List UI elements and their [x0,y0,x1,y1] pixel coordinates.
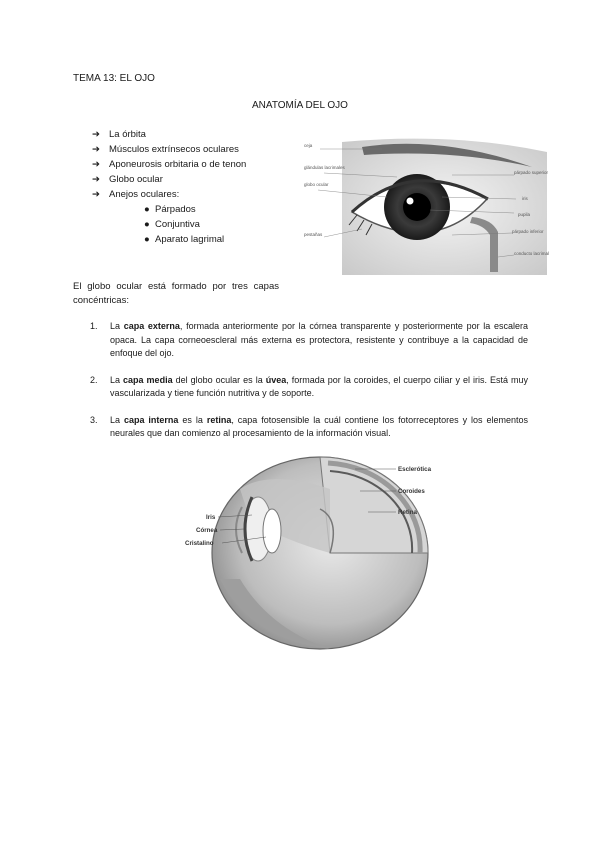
arrow-icon: ➔ [92,189,100,200]
label-parpado-superior: párpado superior [514,170,549,175]
sub-list-item: ● Conjuntiva [144,219,200,230]
label-iris: Iris [206,514,216,521]
label-esclerotica: Esclerótica [398,466,432,473]
topic-heading: TEMA 13: EL OJO [73,73,155,84]
list-item: 1. La capa externa, formada anteriormente por la córnea transparente y posteriormente por la escalera opaca. La capa corneoescleral más externa es protectora, resistente y contribuye a la capacidad de enfoque del ojo. [90,321,528,358]
label-ceja: ceja [304,143,313,148]
intro-paragraph: El globo ocular está formado por tres capas concéntricas: [73,281,279,306]
arrow-icon: ➔ [92,159,100,170]
topic-list [92,127,246,247]
list-item: ➔ Globo ocular [92,174,163,185]
external-eye-figure [302,137,550,275]
label-glandulas: glándulas lacrimales [304,165,345,170]
arrow-icon: ➔ [92,129,100,140]
page-title: ANATOMÍA DEL OJO [252,100,348,111]
sub-list-item: ● Aparato lagrimal [144,234,225,245]
bullet-dot-icon: ● [144,234,150,245]
sub-list [109,202,246,247]
bullet-dot-icon: ● [144,219,150,230]
layers-list [90,320,528,454]
bullet-dot-icon: ● [144,204,150,215]
eye-cross-section-figure [180,449,440,655]
label-cristalino: Cristalino [185,540,214,547]
label-retina: Retina [398,509,417,516]
label-pestanas: pestañas [304,232,323,237]
list-item: ➔ Anejos oculares: ● Párpados ● Conjuntiva ● Aparato lagrimal [92,187,246,247]
label-cornea: Córnea [196,527,218,534]
list-item: ➔ La órbita [92,129,146,140]
label-pupila: pupila [518,212,531,217]
label-globo-ocular: globo ocular [304,182,329,187]
label-conducto-lacrimal: conducto lacrimal [514,251,550,256]
list-item: 2. La capa media del globo ocular es la úvea, formada por la coroides, el cuerpo ciliar y el iris. Está muy vascularizada y tiene función nutritiva y de soporte. [90,374,529,398]
sub-list-item: ● Párpados [144,204,196,215]
label-parpado-inferior: párpado inferior [512,229,544,234]
list-item: 3. La capa interna es la retina, capa fotosensible la cuál contiene los fotorreceptores y los elementos neurales que dan comienzo al procesamiento de la información visual. [90,414,529,438]
list-item: ➔ Músculos extrínsecos oculares [92,144,239,155]
arrow-icon: ➔ [92,174,100,185]
label-coroides: Coroides [398,488,425,495]
list-item: ➔ Aponeurosis orbitaria o de tenon [92,159,247,170]
label-iris: iris [522,196,528,201]
arrow-icon: ➔ [92,144,100,155]
